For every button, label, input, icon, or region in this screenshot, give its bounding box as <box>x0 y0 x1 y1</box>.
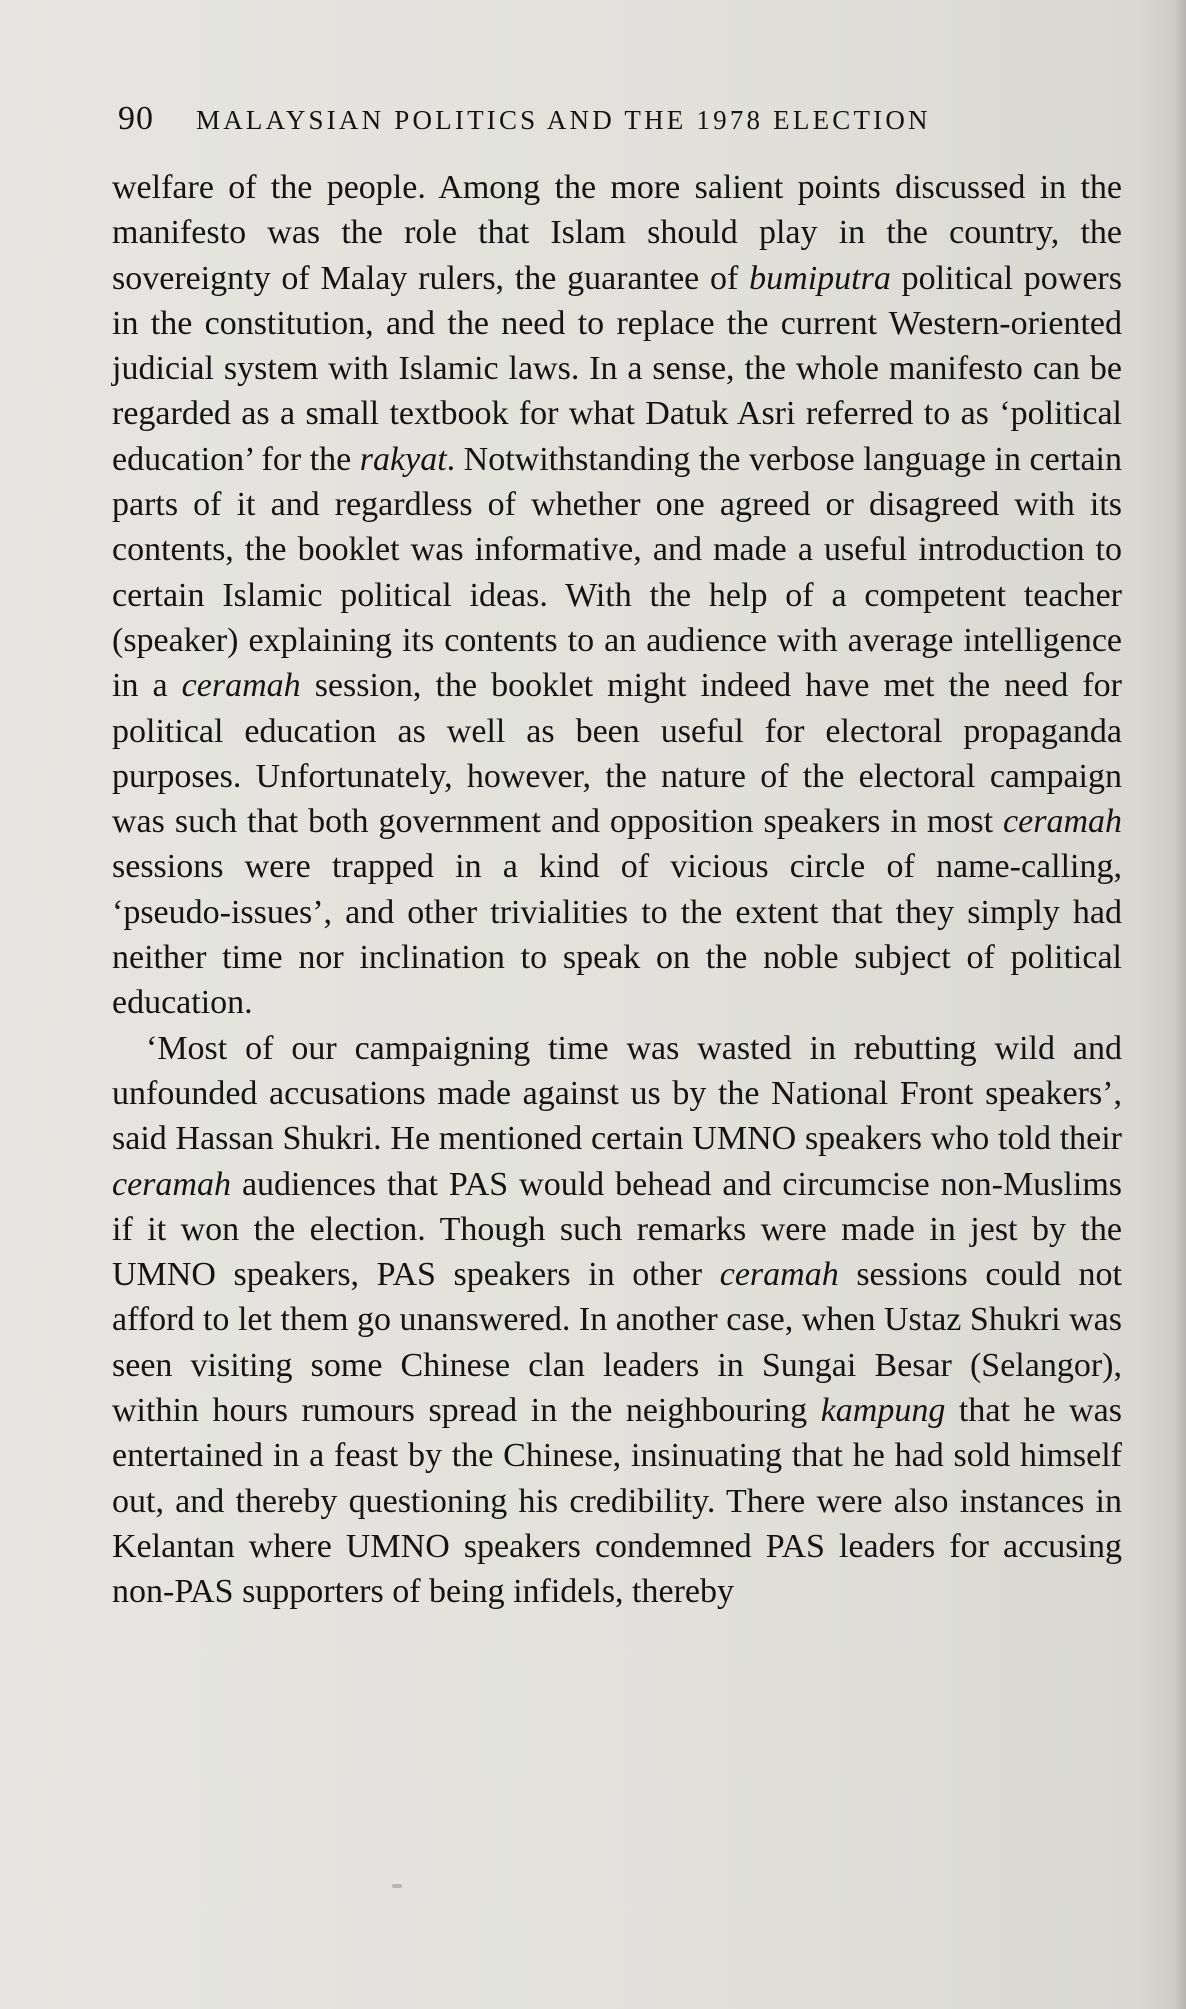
text-run: . Notwithstanding the verbose language in certain parts of it and regardless of whether one agreed or disagreed with its contents, the booklet was informative, and made a useful introduction to certain Islamic political ideas. With the help of a competent teacher (speaker) explaining its contents to an audience with average intelligence in a <box>112 440 1122 705</box>
page-number: 90 <box>118 100 154 137</box>
page-header <box>118 100 1118 150</box>
italic-term: bumiputra <box>749 259 891 297</box>
italic-term: ceramah <box>181 667 301 705</box>
text-run: political powers in the constitution, and the need to replace the current Western-oriented judicial system with Islamic laws. In a sense, the whole manifesto can be regarded as a small textbook for what Datuk Asri referred to as ‘political education’ for the <box>112 259 1122 478</box>
text-run: sessions could not afford to let them go unanswered. In another case, when Ustaz Shukri was seen visiting some Chinese clan leaders in Sungai Besar (Selangor), within hours rumours spread in the neighbouring <box>112 1256 1122 1430</box>
paragraph <box>112 165 1122 1026</box>
italic-term: rakyat <box>359 440 447 478</box>
paragraph <box>112 1026 1122 1615</box>
text-run: audiences that PAS would behead and circumcise non-Muslims if it won the election. Though such remarks were made in jest by the UMNO speakers, PAS speakers in other <box>112 1165 1122 1294</box>
print-speck <box>392 1884 402 1888</box>
text-run: sessions were trapped in a kind of vicious circle of name-calling, ‘pseudo-issues’, and other trivialities to the extent that they simply had neither time nor inclination to speak on the noble subject of political education. <box>112 848 1122 1022</box>
text-run: that he was entertained in a feast by the Chinese, insinuating that he had sold himself out, and thereby questioning his credibility. There were also instances in Kelantan where UMNO speakers condemned PAS leaders for accusing non-PAS supporters of being infidels, thereby <box>112 1392 1123 1611</box>
text-run: welfare of the people. Among the more salient points discussed in the manifesto was the role that Islam should play in the country, the sovereignty of Malay rulers, the guarantee of <box>112 169 1122 297</box>
italic-term: ceramah <box>719 1256 839 1294</box>
text-run: ‘Most of our campaigning time was wasted in rebutting wild and unfounded accusations made against us by the National Front speakers’, said Hassan Shukri. He mentioned certain UMNO speakers who told their <box>112 1029 1122 1158</box>
running-head: MALAYSIAN POLITICS AND THE 1978 ELECTION <box>196 105 931 135</box>
italic-term: ceramah <box>1003 803 1122 841</box>
body-text <box>112 165 1122 1615</box>
italic-term: ceramah <box>112 1165 231 1203</box>
page-gutter-shadow <box>1174 0 1186 2009</box>
italic-term: kampung <box>820 1392 946 1430</box>
text-run: session, the booklet might indeed have met the need for political education as well as been useful for electoral propaganda purposes. Unfortunately, however, the nature of the electoral campaign was such that both government and opposition speakers in most <box>112 667 1122 841</box>
